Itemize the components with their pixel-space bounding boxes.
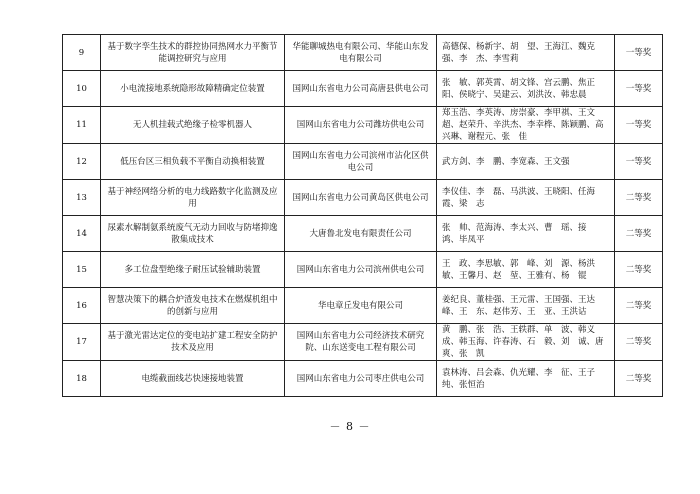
organization: 国网山东省电力公司滨州供电公司	[285, 252, 437, 288]
project-name: 基于神经网络分析的电力线路数字化监测及应用	[101, 180, 285, 216]
row-number: 10	[63, 71, 101, 107]
project-name: 尿素水解制氨系统废气无动力回收与防堵抑逸散集成技术	[101, 216, 285, 252]
table-row	[63, 324, 663, 361]
table-row	[63, 71, 663, 107]
table-row	[63, 180, 663, 216]
project-name: 低压台区三相负载不平衡自动换相装置	[101, 144, 285, 180]
award-level: 二等奖	[615, 216, 663, 252]
organization: 国网山东省电力公司枣庄供电公司	[285, 361, 437, 397]
table-row	[63, 144, 663, 180]
organization: 华能聊城热电有限公司、华能山东发电有限公司	[285, 35, 437, 71]
team-members: 武方剑、李 鹏、李宽森、王文强	[437, 144, 615, 180]
row-number: 17	[63, 324, 101, 361]
award-level: 一等奖	[615, 144, 663, 180]
organization: 华电章丘发电有限公司	[285, 288, 437, 324]
row-number: 16	[63, 288, 101, 324]
organization: 国网山东省电力公司潍坊供电公司	[285, 107, 437, 144]
project-name: 多工位盘型绝缘子耐压试验辅助装置	[101, 252, 285, 288]
table-row	[63, 35, 663, 71]
award-level: 一等奖	[615, 107, 663, 144]
award-level: 二等奖	[615, 288, 663, 324]
row-number: 18	[63, 361, 101, 397]
award-level: 一等奖	[615, 71, 663, 107]
award-level: 一等奖	[615, 35, 663, 71]
awards-table	[62, 34, 663, 397]
row-number: 9	[63, 35, 101, 71]
row-number: 15	[63, 252, 101, 288]
organization: 国网山东省电力公司滨州市沾化区供电公司	[285, 144, 437, 180]
row-number: 14	[63, 216, 101, 252]
organization: 大唐鲁北发电有限责任公司	[285, 216, 437, 252]
team-members: 黄 鹏、张 浩、王轶群、单 波、韩义成、韩玉海、许春涛、石 毅、刘 诚、唐 爽、张 凯	[437, 324, 615, 361]
project-name: 智慧决策下的耦合炉渣发电技术在燃煤机组中的创新与应用	[101, 288, 285, 324]
table-row	[63, 252, 663, 288]
team-members: 高德保、杨新宇、胡 望、王海江、魏克强、李 杰、李雪莉	[437, 35, 615, 71]
project-name: 基于激光雷达定位的变电站扩建工程安全防护技术及应用	[101, 324, 285, 361]
organization: 国网山东省电力公司经济技术研究院、山东送变电工程有限公司	[285, 324, 437, 361]
project-name: 小电流接地系统隐形故障精确定位装置	[101, 71, 285, 107]
team-members: 张 帅、范海涛、李太兴、曹 瑶、接 鸿、毕凤平	[437, 216, 615, 252]
page-number: － 8 －	[329, 420, 371, 433]
organization: 国网山东省电力公司高唐县供电公司	[285, 71, 437, 107]
team-members: 袁林涛、吕会森、仇光耀、李 征、王子纯、张恒治	[437, 361, 615, 397]
table-row	[63, 361, 663, 397]
table-row	[63, 288, 663, 324]
project-name: 无人机挂载式绝缘子检零机器人	[101, 107, 285, 144]
project-name: 电缆截面线芯快速接地装置	[101, 361, 285, 397]
row-number: 12	[63, 144, 101, 180]
table-row	[63, 216, 663, 252]
table-row	[63, 107, 663, 144]
team-members: 张 敏、郭英霄、胡文锋、宫云鹏、焦正阳、侯晓宁、吴建云、刘洪汝、韩忠晨	[437, 71, 615, 107]
award-level: 二等奖	[615, 252, 663, 288]
row-number: 11	[63, 107, 101, 144]
team-members: 郑玉浩、李英涛、房崇豪、李甲祺、王文超、赵荣升、辛洪杰、李幸桦、陈颖鹏、高兴琳、谢程元、张 佳	[437, 107, 615, 144]
award-level: 二等奖	[615, 361, 663, 397]
row-number: 13	[63, 180, 101, 216]
team-members: 王 政、李思敏、郭 峰、刘 源、杨洪敏、王馨月、赵 堃、王雅有、杨 锟	[437, 252, 615, 288]
team-members: 李仪佳、李 磊、马洪波、王晓阳、任海霞、梁 志	[437, 180, 615, 216]
project-name: 基于数字孪生技术的群控协同热网水力平衡节能调控研究与应用	[101, 35, 285, 71]
team-members: 姜纪良、董桂强、王元雷、王国强、王达峰、王 东、赵伟芳、王 亚、王洪诂	[437, 288, 615, 324]
organization: 国网山东省电力公司黄岛区供电公司	[285, 180, 437, 216]
award-level: 二等奖	[615, 180, 663, 216]
award-level: 二等奖	[615, 324, 663, 361]
